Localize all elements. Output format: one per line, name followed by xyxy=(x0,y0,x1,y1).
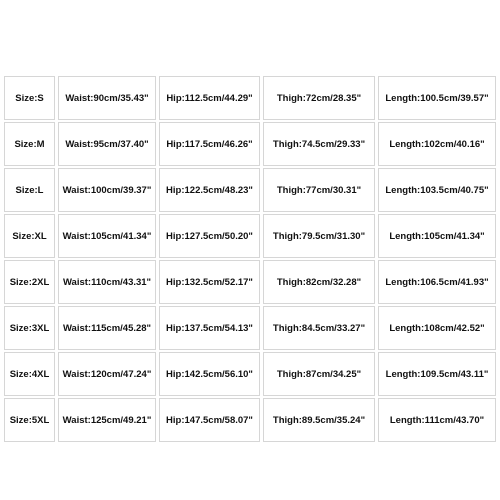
length-cell: Length:105cm/41.34" xyxy=(378,214,496,258)
thigh-cell: Thigh:89.5cm/35.24" xyxy=(263,398,375,442)
waist-cell: Waist:95cm/37.40" xyxy=(58,122,156,166)
size-cell: Size:4XL xyxy=(4,352,55,396)
size-cell: Size:S xyxy=(4,76,55,120)
waist-cell: Waist:120cm/47.24" xyxy=(58,352,156,396)
thigh-cell: Thigh:74.5cm/29.33" xyxy=(263,122,375,166)
hip-cell: Hip:132.5cm/52.17" xyxy=(159,260,260,304)
table-row xyxy=(4,260,496,304)
hip-cell: Hip:147.5cm/58.07" xyxy=(159,398,260,442)
table-row xyxy=(4,306,496,350)
waist-cell: Waist:105cm/41.34" xyxy=(58,214,156,258)
thigh-cell: Thigh:82cm/32.28" xyxy=(263,260,375,304)
table-row xyxy=(4,76,496,120)
table-row xyxy=(4,122,496,166)
hip-cell: Hip:137.5cm/54.13" xyxy=(159,306,260,350)
hip-cell: Hip:112.5cm/44.29" xyxy=(159,76,260,120)
thigh-cell: Thigh:72cm/28.35" xyxy=(263,76,375,120)
table-row xyxy=(4,352,496,396)
size-cell: Size:5XL xyxy=(4,398,55,442)
waist-cell: Waist:110cm/43.31" xyxy=(58,260,156,304)
table-row xyxy=(4,398,496,442)
waist-cell: Waist:90cm/35.43" xyxy=(58,76,156,120)
length-cell: Length:109.5cm/43.11" xyxy=(378,352,496,396)
size-cell: Size:M xyxy=(4,122,55,166)
waist-cell: Waist:115cm/45.28" xyxy=(58,306,156,350)
thigh-cell: Thigh:84.5cm/33.27" xyxy=(263,306,375,350)
length-cell: Length:106.5cm/41.93" xyxy=(378,260,496,304)
size-cell: Size:XL xyxy=(4,214,55,258)
length-cell: Length:111cm/43.70" xyxy=(378,398,496,442)
hip-cell: Hip:142.5cm/56.10" xyxy=(159,352,260,396)
table-row xyxy=(4,214,496,258)
thigh-cell: Thigh:87cm/34.25" xyxy=(263,352,375,396)
waist-cell: Waist:100cm/39.37" xyxy=(58,168,156,212)
hip-cell: Hip:117.5cm/46.26" xyxy=(159,122,260,166)
size-cell: Size:2XL xyxy=(4,260,55,304)
length-cell: Length:103.5cm/40.75" xyxy=(378,168,496,212)
thigh-cell: Thigh:77cm/30.31" xyxy=(263,168,375,212)
length-cell: Length:100.5cm/39.57" xyxy=(378,76,496,120)
size-cell: Size:3XL xyxy=(4,306,55,350)
size-cell: Size:L xyxy=(4,168,55,212)
table-row xyxy=(4,168,496,212)
hip-cell: Hip:122.5cm/48.23" xyxy=(159,168,260,212)
length-cell: Length:102cm/40.16" xyxy=(378,122,496,166)
thigh-cell: Thigh:79.5cm/31.30" xyxy=(263,214,375,258)
length-cell: Length:108cm/42.52" xyxy=(378,306,496,350)
hip-cell: Hip:127.5cm/50.20" xyxy=(159,214,260,258)
waist-cell: Waist:125cm/49.21" xyxy=(58,398,156,442)
size-chart-table xyxy=(4,76,496,444)
